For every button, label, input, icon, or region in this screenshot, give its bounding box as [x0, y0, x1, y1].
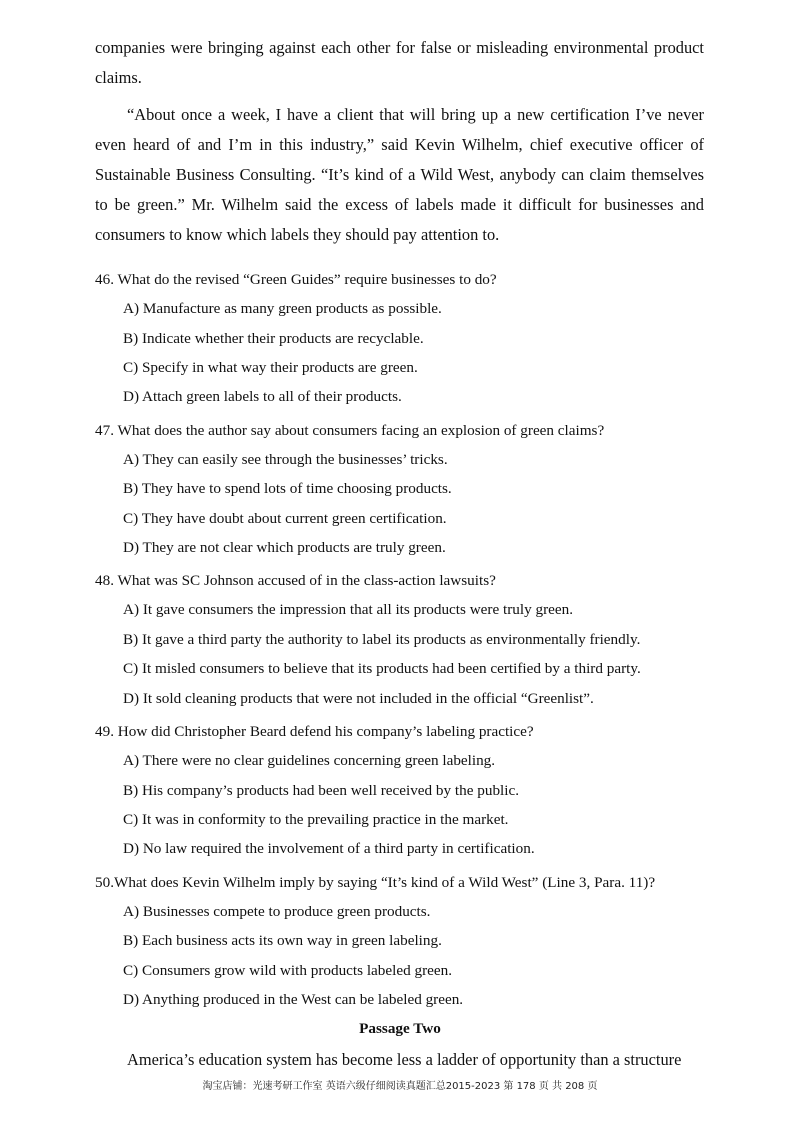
question-48-option-a: A) It gave consumers the impression that all its products were truly green.	[123, 601, 574, 618]
question-46-option-a: A) Manufacture as many green products as possible.	[123, 300, 442, 317]
question-46-option-d: D) Attach green labels to all of their products.	[123, 388, 402, 405]
question-47-stem: 47. What does the author say about consumers facing an explosion of green claims?	[95, 422, 605, 439]
question-50-stem: 50.What does Kevin Wilhelm imply by saying “It’s kind of a Wild West” (Line 3, Para. 11)?	[95, 874, 656, 891]
question-50-option-d: D) Anything produced in the West can be labeled green.	[123, 991, 464, 1008]
passage-two-first-line: America’s education system has become less a ladder of opportunity than a structure	[127, 1050, 682, 1069]
page-footer: 淘宝店铺：光速考研工作室 英语六级仔细阅读真题汇总2015-2023 第 178 页 共 208 页	[202, 1081, 598, 1092]
question-48-option-b: B) It gave a third party the authority to label its products as environmentally friendly.	[123, 631, 641, 648]
question-46-stem: 46. What do the revised “Green Guides” require businesses to do?	[95, 271, 497, 288]
question-47-option-c: C) They have doubt about current green certification.	[123, 510, 447, 527]
question-50-option-c: C) Consumers grow wild with products labeled green.	[123, 962, 453, 979]
question-47-option-d: D) They are not clear which products are truly green.	[123, 539, 446, 556]
question-49-option-d: D) No law required the involvement of a third party in certification.	[123, 840, 535, 857]
question-47-option-a: A) They can easily see through the businesses’ tricks.	[123, 451, 448, 468]
question-49-option-b: B) His company’s products had been well received by the public.	[123, 782, 520, 799]
question-47-option-b: B) They have to spend lots of time choosing products.	[123, 480, 452, 497]
question-46-option-c: C) Specify in what way their products are green.	[123, 359, 418, 376]
question-46-option-b: B) Indicate whether their products are recyclable.	[123, 330, 424, 347]
question-49-stem: 49. How did Christopher Beard defend his company’s labeling practice?	[95, 723, 534, 740]
passage-paragraph-1: companies were bringing against each other for false or misleading environmental product claims.	[95, 38, 704, 87]
question-49-option-a: A) There were no clear guidelines concerning green labeling.	[123, 752, 496, 769]
question-50-option-b: B) Each business acts its own way in green labeling.	[123, 932, 442, 949]
question-49-option-c: C) It was in conformity to the prevailing practice in the market.	[123, 811, 509, 828]
question-48-stem: 48. What was SC Johnson accused of in the class-action lawsuits?	[95, 572, 496, 589]
passage-two-title: Passage Two	[359, 1020, 441, 1037]
passage-paragraph-2: “About once a week, I have a client that will bring up a new certification I’ve never even heard of and I’m in this industry,” said Kevin Wilhelm, chief executive officer of Sustainable Business Consulting. “It’s kind of a Wild West, anybody can claim themselves to be green.” Mr. Wilhelm said the excess of labels made it difficult for businesses and consumers to know which labels they should pay attention to.	[95, 105, 704, 244]
question-50-option-a: A) Businesses compete to produce green products.	[123, 903, 431, 920]
question-48-option-c: C) It misled consumers to believe that its products had been certified by a third party.	[123, 660, 641, 677]
question-48-option-d: D) It sold cleaning products that were not included in the official “Greenlist”.	[123, 690, 594, 707]
